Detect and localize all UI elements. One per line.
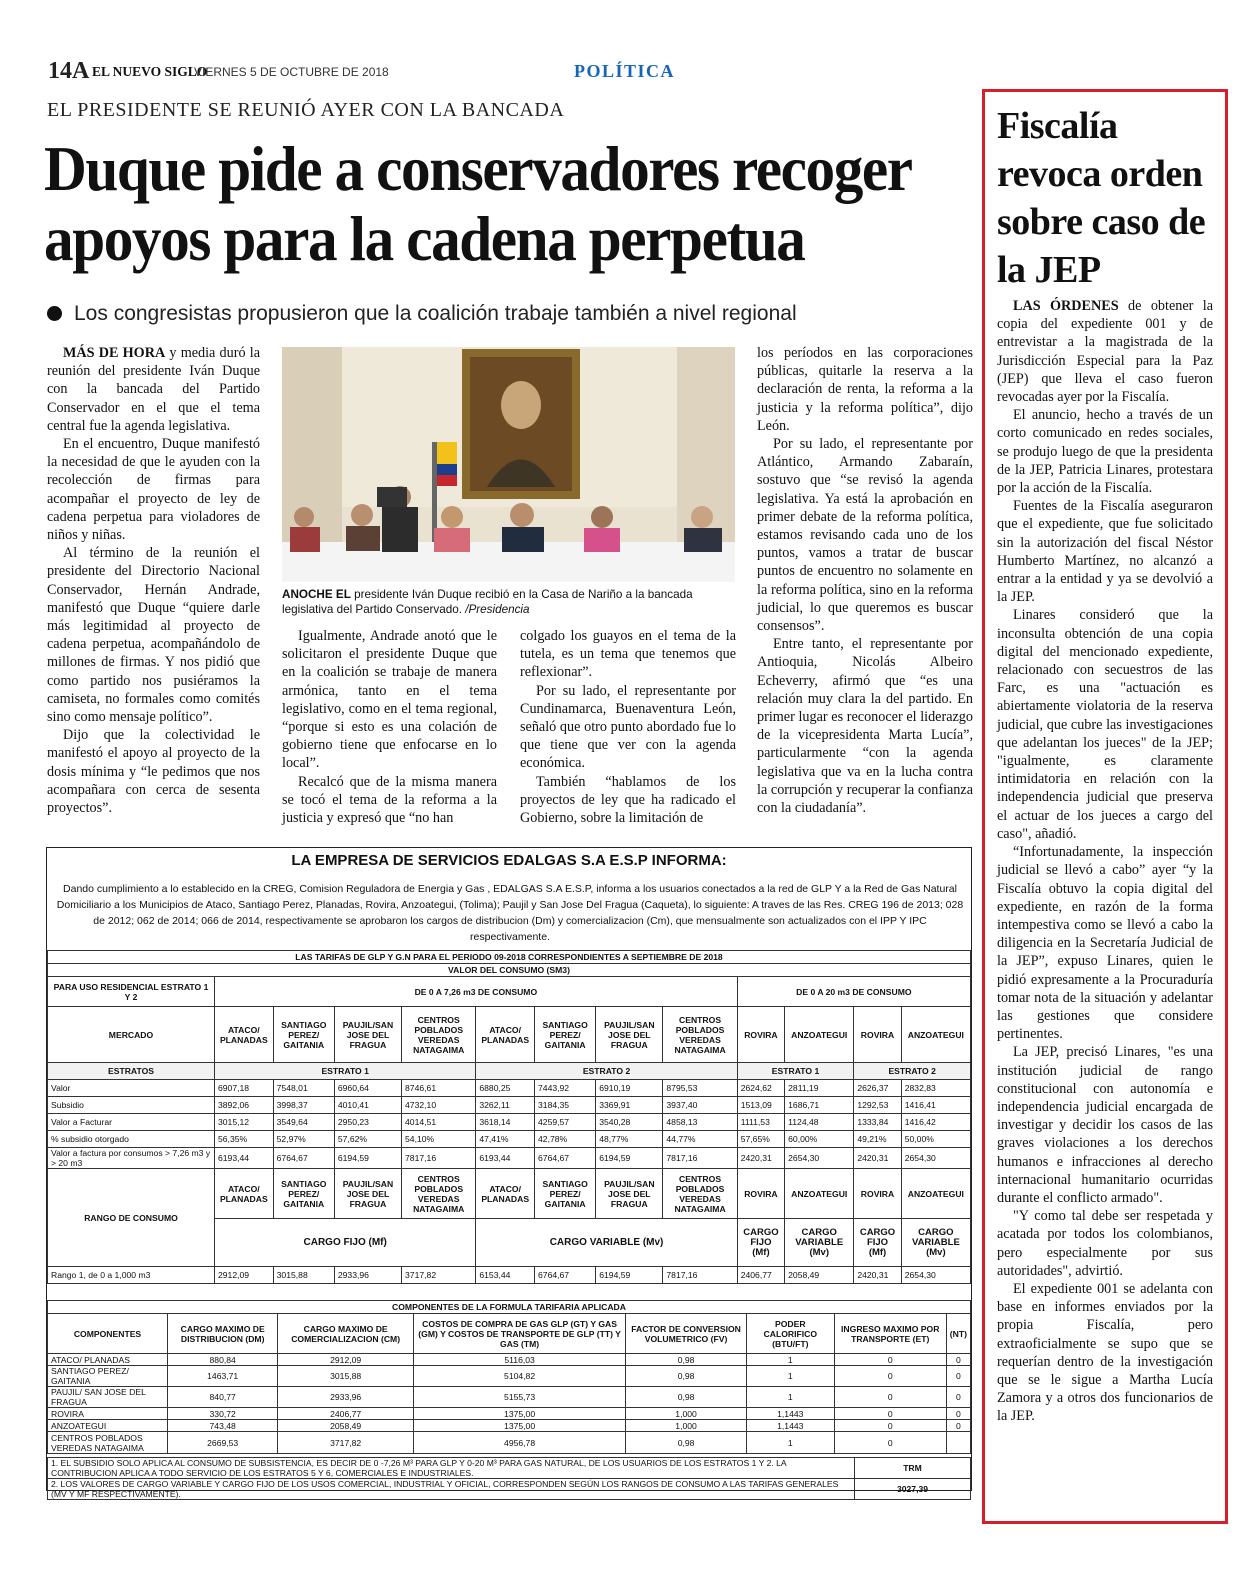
row-label: SANTIAGO PEREZ/ GAITANIA — [48, 1366, 168, 1387]
paragraph: los períodos en las corporaciones públicas, quitarle la reserva a la declaración de renta, la reforma a la justicia y la reforma política”, dijo León. — [757, 345, 973, 434]
paragraph: Al término de la reunión el presidente del Directorio Nacional Conservador, Hernán Andrade, manifestó que Duque “quiere darle más legitimidad al proyecto de cadena perpetua, acompañándolo de millones de firmas. Y nos pidió que como partido nos pusiéramos la camiseta, no formales como comités sino como mensaje político”. — [47, 545, 260, 726]
component-header: FACTOR DE CONVERSION VOLUMETRICO (FV) — [626, 1314, 747, 1354]
table-cell: 3717,82 — [278, 1432, 414, 1454]
table-cell: 0 — [834, 1354, 946, 1366]
table-cell: 7817,16 — [663, 1267, 737, 1284]
market-header: ANZOATEGUI — [901, 1007, 970, 1063]
table-cell: 1375,00 — [413, 1408, 625, 1420]
table-cell: 2669,53 — [168, 1432, 278, 1454]
table-cell: 3618,14 — [476, 1114, 535, 1131]
table-cell: 3369,91 — [596, 1097, 663, 1114]
paragraph: El anuncio, hecho a través de un corto comunicado en redes sociales, se produjo luego de que la presidenta de la JEP, Patricia Linares, protestara por la acción de la Fiscalía. — [997, 407, 1213, 497]
newspaper-name: EL NUEVO SIGLO — [92, 64, 208, 79]
table-cell: 1513,09 — [737, 1097, 784, 1114]
cargo-fijo-rovira-2: CARGO FIJO (Mf) — [854, 1219, 901, 1267]
lead-words: MÁS DE HORA — [63, 345, 166, 361]
subhead-text: Los congresistas propusieron que la coalición trabaje también a nivel regional — [74, 302, 797, 325]
table-row — [48, 1354, 971, 1366]
table-cell: 2420,31 — [854, 1267, 901, 1284]
table-cell: 0 — [834, 1432, 946, 1454]
table-cell: 330,72 — [168, 1408, 278, 1420]
range-market-header: ROVIRA — [854, 1169, 901, 1219]
estrato-1-gn: ESTRATO 1 — [737, 1063, 854, 1080]
table-cell: 6764,67 — [535, 1148, 596, 1169]
range-value-row — [48, 1267, 971, 1284]
table-cell: 2654,30 — [901, 1267, 970, 1284]
market-header-row — [48, 1007, 971, 1063]
paragraph: Linares consideró que la inconsulta obtención de una copia digital del mencionado expediente, relacionado con secuestros de las Farc, es una "actuación es abiertamente violatoria de la reserva judicial, que cubre las investigaciones que adelantan los jueces" de la JEP; "igualmente, es claramente intimidatoria en relación con la independencia judicial que preserva el actuar de los jueces a cargo del caso", añadió. — [997, 607, 1213, 842]
paragraph: También “hablamos de los proyectos de ley que ha radicado el Gobierno, sobre la limitación de — [520, 773, 736, 827]
table-cell: 7817,16 — [663, 1148, 737, 1169]
row-label: ATACO/ PLANADAS — [48, 1354, 168, 1366]
table-cell: 6194,59 — [596, 1267, 663, 1284]
table-cell: 0,98 — [626, 1366, 747, 1387]
range-market-header: SANTIAGO PEREZ/ GAITANIA — [273, 1169, 334, 1219]
article-column-3 — [520, 627, 736, 827]
sidebar-article — [982, 89, 1228, 1524]
table-cell: 1,000 — [626, 1420, 747, 1432]
table-cell: 1292,53 — [854, 1097, 901, 1114]
page-number: 14A — [48, 58, 90, 84]
range-gn: DE 0 A 20 m3 DE CONSUMO — [737, 977, 970, 1007]
value-rows — [48, 1080, 971, 1169]
market-label: MERCADO — [48, 1007, 215, 1063]
table-cell: 2406,77 — [278, 1408, 414, 1420]
table-cell: 54,10% — [402, 1131, 476, 1148]
table-cell: 0 — [834, 1420, 946, 1432]
table-cell: 47,41% — [476, 1131, 535, 1148]
market-header: SANTIAGO PEREZ/ GAITANIA — [273, 1007, 334, 1063]
period-title: LAS TARIFAS DE GLP Y G.N PARA EL PERIODO 09-2018 CORRESPONDIENTES A SEPTIEMBRE DE 2018 — [48, 951, 971, 964]
photo-credit: /Presidencia — [461, 603, 530, 616]
table-cell: 6153,44 — [476, 1267, 535, 1284]
table-cell: 44,77% — [663, 1131, 737, 1148]
notice-intro: Dando cumplimiento a lo establecido en la CREG, Comision Reguladora de Energia y Gas , EDALGAS S.A E.S.P, informa a los usuarios conectados a la red de GLP Y a la Red de Gas Natural Domiciliario a los Municipios de Ataco, Santiago Perez, Planadas, Rovira, Anzoategui, (Tolima); Paujil y San Jose Del Fragua (Caqueta), lo siguiente: A traves de las Res. CREG 196 de 2013; 028 de 2012; 062 de 2014; 066 de 2014, respectivamente se aprobaron los cargos de distribucion (Dm) y comercializacion (Cm), que mensualmente son actualizados con el IPP Y IPC respectivamente. — [56, 883, 964, 943]
table-cell: 0,98 — [626, 1432, 747, 1454]
paragraph: MÁS DE HORA y media duró la reunión del presidente Iván Duque con la bancada del Partido Conservador en el que el tema central fue la agenda legislativa. — [47, 345, 260, 434]
table-cell: 0 — [946, 1354, 970, 1366]
paragraph: Recalcó que de la misma manera se tocó el tema de la reforma a la justicia y expresó que “no han — [282, 773, 497, 827]
table-cell: 1111,53 — [737, 1114, 784, 1131]
table-cell: 5155,73 — [413, 1387, 625, 1408]
table-cell: 2654,30 — [785, 1148, 854, 1169]
table-cell: 1 — [746, 1432, 834, 1454]
table-cell: 3015,12 — [215, 1114, 274, 1131]
table-cell: 1,000 — [626, 1408, 747, 1420]
table-cell: 0,98 — [626, 1354, 747, 1366]
table-cell: 1416,42 — [901, 1114, 970, 1131]
paragraph: Por su lado, el representante por Atlántico, Armando Zabaraín, sostuvo que “se revisó la agenda legislativa. Ya está la aprobación en primer debate de la reforma política, estamos revisando cada uno de los puntos, vamos a tratar de buscar puntos de encuentro no solamente en la reforma política, sino en la reforma judicial, lo que queremos es buscar consensos”. — [757, 436, 973, 635]
paragraph: Por su lado, el representante por Cundinamarca, Buenaventura León, señaló que otro punto abordado fue lo que tiene que ver con la agenda económica. — [520, 682, 736, 772]
table-cell: 6764,67 — [273, 1148, 334, 1169]
table-cell: 2950,23 — [334, 1114, 401, 1131]
table-cell: 3015,88 — [278, 1366, 414, 1387]
table-cell: 6907,18 — [215, 1080, 274, 1097]
market-header: ROVIRA — [854, 1007, 901, 1063]
article-photo — [282, 347, 735, 582]
page-header — [48, 58, 973, 84]
table-row — [48, 1420, 971, 1432]
table-cell: 2626,37 — [854, 1080, 901, 1097]
table-cell: 1686,71 — [785, 1097, 854, 1114]
table-cell: 60,00% — [785, 1131, 854, 1148]
market-header: CENTROS POBLADOS VEREDAS NATAGAIMA — [402, 1007, 476, 1063]
table-cell: 56,35% — [215, 1131, 274, 1148]
table-cell: 7443,92 — [535, 1080, 596, 1097]
row-label: Valor — [48, 1080, 215, 1097]
table-cell: 4732,10 — [402, 1097, 476, 1114]
table-cell: 0,98 — [626, 1387, 747, 1408]
table-cell: 1463,71 — [168, 1366, 278, 1387]
table-cell: 8746,61 — [402, 1080, 476, 1097]
article-column-2 — [282, 627, 497, 827]
table-cell: 7548,01 — [273, 1080, 334, 1097]
table-cell: 1 — [746, 1387, 834, 1408]
bullet-icon — [47, 306, 62, 321]
table-cell: 50,00% — [901, 1131, 970, 1148]
table-cell: 3937,40 — [663, 1097, 737, 1114]
market-header: PAUJIL/SAN JOSE DEL FRAGUA — [596, 1007, 663, 1063]
table-row — [48, 1080, 971, 1097]
row-label: PAUJIL/ SAN JOSE DEL FRAGUA — [48, 1387, 168, 1408]
consumption-title: VALOR DEL CONSUMO (SM3) — [48, 964, 971, 977]
table-cell: 7817,16 — [402, 1148, 476, 1169]
component-header: CARGO MAXIMO DE DISTRIBUCION (DM) — [168, 1314, 278, 1354]
table-cell: 0 — [834, 1387, 946, 1408]
market-header: SANTIAGO PEREZ/ GAITANIA — [535, 1007, 596, 1063]
article-headline: Duque pide a conservadores recoger apoyos para la cadena perpetua — [44, 134, 911, 274]
components-title: COMPONENTES DE LA FORMULA TARIFARIA APLICADA — [48, 1301, 971, 1314]
tariff-table — [47, 950, 971, 1284]
cargo-variable-anzoategui-2: CARGO VARIABLE (Mv) — [901, 1219, 970, 1267]
trm-label: TRM — [855, 1458, 971, 1479]
table-cell: 57,62% — [334, 1131, 401, 1148]
table-cell: 6193,44 — [215, 1148, 274, 1169]
table-cell: 1 — [746, 1366, 834, 1387]
table-cell: 6960,64 — [334, 1080, 401, 1097]
caption-lead: ANOCHE EL — [282, 588, 351, 601]
issue-date: VIERNES 5 DE OCTUBRE DE 2018 — [194, 65, 389, 79]
row-label: Valor a factura por consumos > 7,26 m3 y > 20 m3 — [48, 1148, 215, 1169]
cargo-fijo-rovira: CARGO FIJO (Mf) — [737, 1219, 784, 1267]
table-cell: 2832,83 — [901, 1080, 970, 1097]
notice-title: LA EMPRESA DE SERVICIOS EDALGAS S.A E.S.P INFORMA: — [291, 852, 727, 869]
market-header: CENTROS POBLADOS VEREDAS NATAGAIMA — [663, 1007, 737, 1063]
note-1: 1. EL SUBSIDIO SOLO APLICA AL CONSUMO DE SUBSISTENCIA, ES DECIR DE 0 -7,26 M³ PARA GLP Y 0-20 M³ PARA GAS NATURAL, DE LOS USUARIOS DE LOS ESTRATOS 1 Y 2. LA CONTRIBUCION APLICA A TODO SERVICIO DE LOS ESTRATOS 5 Y 6, COMERCIALES E INDUSTRIALES. — [48, 1458, 855, 1479]
range-market-row — [48, 1169, 971, 1219]
estrato-2-gn: ESTRATO 2 — [854, 1063, 971, 1080]
table-cell: 2058,49 — [278, 1420, 414, 1432]
paragraph: “Infortunadamente, la inspección judicial se llevó a cabo” ayer “y la Fiscalía obtuvo la copia digital del expediente, en razón de la forma intempestiva como se llevó a cabo la diligencia en la Secretaría Judicial de la JEP”, expuso Linares, quien le pidió expresamente a la Procuraduría tomar nota de la situación y adelantar las gestiones que considere pertinentes. — [997, 844, 1213, 1043]
row-label: % subsidio otorgado — [48, 1131, 215, 1148]
range-market-header: ATACO/ PLANADAS — [215, 1169, 274, 1219]
components-rows — [48, 1354, 971, 1454]
table-row — [48, 1114, 971, 1131]
paragraph: En el encuentro, Duque manifestó la necesidad de que le ayuden con la recolección de firmas para acompañar el proyecto de ley de cadena perpetua para violadores de niños y niñas. — [47, 436, 260, 544]
components-table — [47, 1300, 971, 1454]
table-cell: 3015,88 — [273, 1267, 334, 1284]
row-label: ROVIRA — [48, 1408, 168, 1420]
component-header: PODER CALORIFICO (BTU/FT) — [746, 1314, 834, 1354]
table-row — [48, 1366, 971, 1387]
row-label: ANZOATEGUI — [48, 1420, 168, 1432]
table-cell: 1333,84 — [854, 1114, 901, 1131]
table-cell: 2933,96 — [278, 1387, 414, 1408]
article-kicker: EL PRESIDENTE SE REUNIÓ AYER CON LA BANCADA — [47, 99, 565, 121]
paragraph: colgado los guayos en el tema de la tutela, es un tema que tenemos que reflexionar”. — [520, 628, 736, 681]
table-cell: 2624,62 — [737, 1080, 784, 1097]
table-cell: 6193,44 — [476, 1148, 535, 1169]
component-header: CARGO MAXIMO DE COMERCIALIZACION (CM) — [278, 1314, 414, 1354]
table-cell: 3998,37 — [273, 1097, 334, 1114]
paragraph: "Y como tal debe ser respetada y acatada por todos los colombianos, pero especialmente por sus autoridades", advirtió. — [997, 1208, 1213, 1279]
range-market-header: CENTROS POBLADOS VEREDAS NATAGAIMA — [663, 1169, 737, 1219]
paragraph: LAS ÓRDENES de obtener la copia del expediente 001 y de entrevistar a la magistrada de la Jurisdicción Especial para la Paz (JEP) que lleva el caso fueron revocadas ayer por la Fiscalía. — [997, 298, 1213, 406]
table-cell: 3892,06 — [215, 1097, 274, 1114]
market-header: ATACO/ PLANADAS — [215, 1007, 274, 1063]
paragraph: Fuentes de la Fiscalía aseguraron que el expediente, que fue solicitado sin la autorización del fiscal Néstor Humberto Martínez, no alcanzó a entrar a la entidad y ya se devolvió a la JEP. — [997, 498, 1213, 606]
estrato-2: ESTRATO 2 — [476, 1063, 737, 1080]
table-cell: 8795,53 — [663, 1080, 737, 1097]
market-header: PAUJIL/SAN JOSE DEL FRAGUA — [334, 1007, 401, 1063]
table-cell: 3717,82 — [402, 1267, 476, 1284]
table-cell: 6764,67 — [535, 1267, 596, 1284]
use-label: PARA USO RESIDENCIAL ESTRATO 1 Y 2 — [48, 977, 215, 1007]
table-cell: 57,65% — [737, 1131, 784, 1148]
range-row-label: Rango 1, de 0 a 1,000 m3 — [48, 1267, 215, 1284]
table-cell: 3262,11 — [476, 1097, 535, 1114]
table-cell: 49,21% — [854, 1131, 901, 1148]
notes-table — [47, 1457, 971, 1500]
article-subhead — [47, 302, 797, 326]
strata-label: ESTRATOS — [48, 1063, 215, 1080]
estrato-1: ESTRATO 1 — [215, 1063, 476, 1080]
sidebar-headline: Fiscalía revoca orden sobre caso de la JEP — [997, 105, 1206, 291]
table-cell: 3549,64 — [273, 1114, 334, 1131]
table-cell: 0 — [834, 1408, 946, 1420]
component-header: (NT) — [946, 1314, 970, 1354]
table-cell: 6910,19 — [596, 1080, 663, 1097]
paragraph: El expediente 001 se adelanta con base en informes enviados por la propia Fiscalía, pero extraoficialmente se supo que se requerían dentro de la investigación que se le sigue a Martha Lucía Zamora y a otros dos funcionarios de la JEP. — [997, 1280, 1213, 1425]
table-cell: 2654,30 — [901, 1148, 970, 1169]
table-cell: 2406,77 — [737, 1267, 784, 1284]
component-header: COSTOS DE COMPRA DE GAS GLP (GT) Y GAS (GM) Y COSTOS DE TRANSPORTE DE GLP (TT) Y GAS (TM) — [413, 1314, 625, 1354]
range-market-header: PAUJIL/SAN JOSE DEL FRAGUA — [334, 1169, 401, 1219]
table-cell: 52,97% — [273, 1131, 334, 1148]
tariff-notice — [46, 847, 972, 1499]
cargo-variable: CARGO VARIABLE (Mv) — [476, 1219, 737, 1267]
range-market-header: ANZOATEGUI — [901, 1169, 970, 1219]
table-row — [48, 1148, 971, 1169]
market-header: ANZOATEGUI — [785, 1007, 854, 1063]
paragraph: Dijo que la colectividad le manifestó el apoyo al proyecto de la dosis mínima y “le pedimos que nos acompañara con cerca de sesenta proyectos”. — [47, 727, 260, 817]
table-cell: 4956,78 — [413, 1432, 625, 1454]
table-cell: 5116,03 — [413, 1354, 625, 1366]
table-cell: 6880,25 — [476, 1080, 535, 1097]
range-market-header: ATACO/ PLANADAS — [476, 1169, 535, 1219]
table-cell: 6194,59 — [334, 1148, 401, 1169]
table-cell: 48,77% — [596, 1131, 663, 1148]
table-cell: 2912,09 — [215, 1267, 274, 1284]
table-row — [48, 1131, 971, 1148]
trm-value: 3027,39 — [855, 1479, 971, 1500]
table-cell: 4010,41 — [334, 1097, 401, 1114]
table-row — [48, 1097, 971, 1114]
table-cell: 5104,82 — [413, 1366, 625, 1387]
range-market-header: ROVIRA — [737, 1169, 784, 1219]
table-cell: 0 — [946, 1366, 970, 1387]
range-market-header: CENTROS POBLADOS VEREDAS NATAGAIMA — [402, 1169, 476, 1219]
note-2: 2. LOS VALORES DE CARGO VARIABLE Y CARGO FIJO DE LOS USOS COMERCIAL, INDUSTRIAL Y OFICIAL, CORRESPONDEN SEGÚN LOS RANGOS DE CONSUMO A LAS TARIFAS GENERALES (MV Y MF RESPECTIVAMENTE). — [48, 1479, 855, 1500]
table-cell: 1,1443 — [746, 1420, 834, 1432]
table-row — [48, 1408, 971, 1420]
meeting-photo — [282, 347, 735, 582]
range-label: RANGO DE CONSUMO — [48, 1169, 215, 1267]
table-row — [48, 1432, 971, 1454]
table-cell: 4858,13 — [663, 1114, 737, 1131]
table-cell: 1416,41 — [901, 1097, 970, 1114]
article-column-1 — [47, 344, 260, 817]
table-cell: 1375,00 — [413, 1420, 625, 1432]
table-cell: 2933,96 — [334, 1267, 401, 1284]
paragraph: Entre tanto, el representante por Antioquia, Nicolás Albeiro Echeverry, afirmó que “es una relación muy clara la del partido. En primer lugar es reconocer el liderazgo de la vicepresidenta Marta Lucía”, particularmente “con la agenda legislativa que va en la lucha contra la corrupción y recuperar la confianza con la ciudadanía”. — [757, 636, 973, 817]
table-cell: 743,48 — [168, 1420, 278, 1432]
range-market-header: ANZOATEGUI — [785, 1169, 854, 1219]
table-cell — [946, 1432, 970, 1454]
table-cell: 3540,28 — [596, 1114, 663, 1131]
section-name: POLÍTICA — [574, 61, 676, 81]
table-cell: 2420,31 — [854, 1148, 901, 1169]
component-header: INGRESO MAXIMO POR TRANSPORTE (ET) — [834, 1314, 946, 1354]
table-cell: 6194,59 — [596, 1148, 663, 1169]
table-cell: 4014,51 — [402, 1114, 476, 1131]
market-header: ROVIRA — [737, 1007, 784, 1063]
table-cell: 1,1443 — [746, 1408, 834, 1420]
table-row — [48, 1387, 971, 1408]
table-cell: 42,78% — [535, 1131, 596, 1148]
sidebar-body — [997, 297, 1213, 1426]
table-cell: 1 — [746, 1354, 834, 1366]
photo-caption — [282, 587, 737, 617]
range-glp: DE 0 A 7,26 m3 DE CONSUMO — [215, 977, 738, 1007]
table-cell: 0 — [946, 1408, 970, 1420]
table-cell: 840,77 — [168, 1387, 278, 1408]
paragraph: Igualmente, Andrade anotó que le solicitaron el presidente Duque que en la coalición se trabaje de manera armónica, tanto en el tema legislativo, como en el tema regional, “porque si esto es una colación de gobierno tiene que enfocarse en lo local”. — [282, 628, 497, 772]
article-column-4 — [757, 344, 973, 817]
table-cell: 0 — [946, 1420, 970, 1432]
table-cell: 0 — [946, 1387, 970, 1408]
row-label: CENTROS POBLADOS VEREDAS NATAGAIMA — [48, 1432, 168, 1454]
paragraph: La JEP, precisó Linares, "es una institución judicial de rango constitucional con autonomía e independencia judicial encargada de investigar y decidir los casos de las graves violaciones a los derechos humanos e infracciones al derecho internacional humanitario ocurridas durante el conflicto armado". — [997, 1044, 1213, 1206]
row-label: Valor a Facturar — [48, 1114, 215, 1131]
table-cell: 3184,35 — [535, 1097, 596, 1114]
cargo-variable-anzoategui: CARGO VARIABLE (Mv) — [785, 1219, 854, 1267]
lead-words: LAS ÓRDENES — [1013, 298, 1119, 314]
table-cell: 2420,31 — [737, 1148, 784, 1169]
market-header: ATACO/ PLANADAS — [476, 1007, 535, 1063]
table-cell: 2912,09 — [278, 1354, 414, 1366]
range-market-header: SANTIAGO PEREZ/ GAITANIA — [535, 1169, 596, 1219]
table-cell: 1124,48 — [785, 1114, 854, 1131]
row-label: Subsidio — [48, 1097, 215, 1114]
table-cell: 2811,19 — [785, 1080, 854, 1097]
table-cell: 880,84 — [168, 1354, 278, 1366]
table-cell: 4259,57 — [535, 1114, 596, 1131]
table-cell: 2058,49 — [785, 1267, 854, 1284]
range-market-header: PAUJIL/SAN JOSE DEL FRAGUA — [596, 1169, 663, 1219]
caption-text: presidente Iván Duque recibió en la Casa de Nariño a la bancada legislativa del Partido Conservado. — [282, 588, 693, 616]
components-header-row — [48, 1314, 971, 1354]
cargo-fijo: CARGO FIJO (Mf) — [215, 1219, 476, 1267]
component-header: COMPONENTES — [48, 1314, 168, 1354]
table-cell: 0 — [834, 1366, 946, 1387]
